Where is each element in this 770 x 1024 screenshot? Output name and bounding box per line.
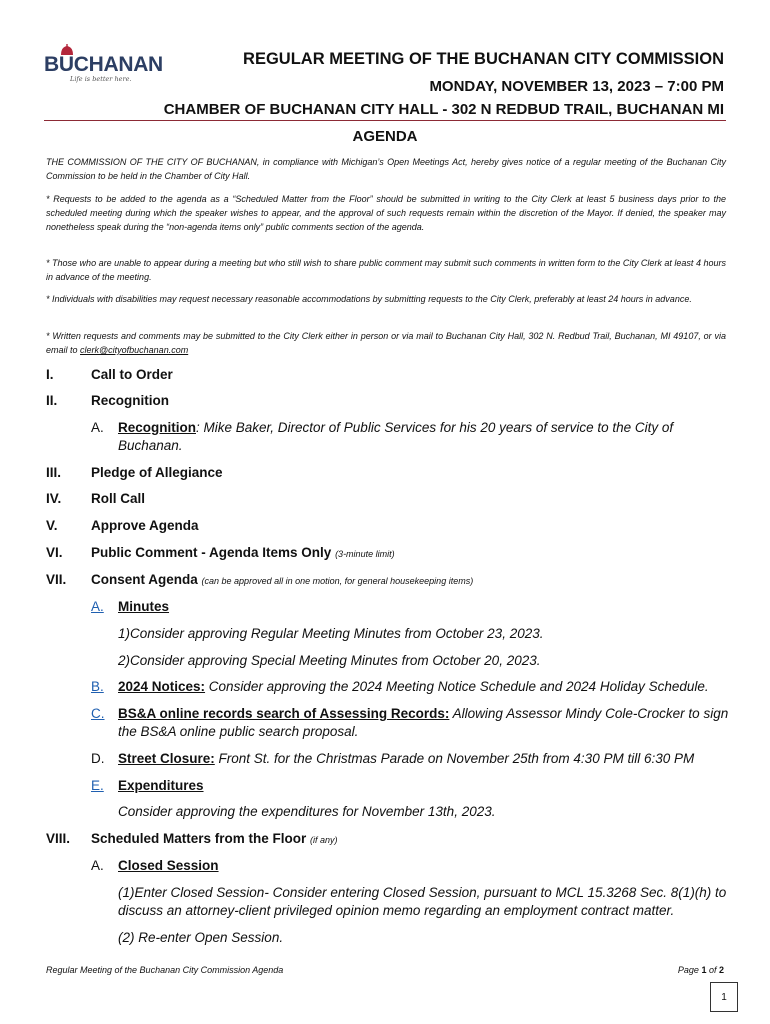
header-divider <box>44 120 726 121</box>
footer-page-num: 1 <box>701 965 707 975</box>
item-7d-text <box>118 751 694 766</box>
agenda-heading: AGENDA <box>352 128 418 145</box>
item-8a-label: Closed Session <box>118 858 219 873</box>
item-7c-text <box>118 706 728 721</box>
item-7c-desc: Allowing Assessor Mindy Cole-Crocker to sign <box>449 706 729 721</box>
city-logo <box>44 44 163 86</box>
item-8a-label-wrap <box>118 858 219 873</box>
item-8-title <box>91 831 338 846</box>
item-7c-letter-link[interactable]: C. <box>91 706 105 721</box>
item-6-note: (3-minute limit) <box>335 549 395 559</box>
item-1-title: Call to Order <box>91 367 173 382</box>
item-4-number: IV. <box>46 491 62 506</box>
logo-wordmark: BUCHANAN <box>44 53 163 76</box>
item-8a-line2: (2) Re-enter Open Session. <box>118 930 284 945</box>
footer-page-count <box>678 965 724 975</box>
item-7d-label: Street Closure: <box>118 751 215 766</box>
item-7a-line1: 1)Consider approving Regular Meeting Minutes from October 23, 2023. <box>118 626 544 641</box>
notice-scheduled-matters: * Requests to be added to the agenda as a “Scheduled Matter from the Floor” should be submitted in writing to the City Clerk at least 5 business days prior to the scheduled meeting during which the speaker wishes to appear, and the approval of such requests remain within the discretion of the Mayor. If denied, the speaker may nonetheless speak during the “non-agenda items only” public comments section of the agenda. <box>46 194 726 232</box>
item-8a-letter: A. <box>91 858 104 873</box>
meeting-location: CHAMBER OF BUCHANAN CITY HALL - 302 N REDBUD TRAIL, BUCHANAN MI <box>163 101 724 118</box>
item-2a-desc-cont: Buchanan. <box>118 438 183 453</box>
meeting-title: REGULAR MEETING OF THE BUCHANAN CITY COMMISSION <box>243 50 724 68</box>
item-8a-para: (1)Enter Closed Session- Consider entering Closed Session, pursuant to MCL 15.3268 Sec. 8(1)(h) to discuss an attorney-client privileged opinion memo regarding an employment contract matter. <box>118 885 727 918</box>
item-7a-label-wrap <box>118 599 169 614</box>
meeting-datetime: MONDAY, NOVEMBER 13, 2023 – 7:00 PM <box>429 78 724 95</box>
item-7c-label: BS&A online records search of Assessing Records: <box>118 706 450 721</box>
item-7e-label: Expenditures <box>118 778 204 793</box>
item-7a-letter-link[interactable]: A. <box>91 599 104 614</box>
item-7e-line1: Consider approving the expenditures for November 13th, 2023. <box>118 804 496 819</box>
item-7e-letter-link[interactable]: E. <box>91 778 104 793</box>
item-7a-line2: 2)Consider approving Special Meeting Minutes from October 20, 2023. <box>118 653 541 668</box>
page-number-box: 1 <box>710 982 738 1012</box>
item-7-title <box>91 572 473 587</box>
item-2a-letter: A. <box>91 420 104 435</box>
footer-document-title: Regular Meeting of the Buchanan City Commission Agenda <box>46 965 284 975</box>
notice-public-comment: * Those who are unable to appear during a meeting but who still wish to share public comment may submit such comments in written form to the City Clerk at least 4 hours in advance of the meeting. <box>46 258 726 282</box>
item-2a-label: Recognition <box>118 420 196 435</box>
item-7c-desc-cont: the BS&A online public search proposal. <box>118 724 359 739</box>
item-6-number: VI. <box>46 545 63 560</box>
item-8-title-text: Scheduled Matters from the Floor <box>91 831 307 846</box>
footer-page-word: Page <box>677 965 702 975</box>
item-7b-desc: Consider approving the 2024 Meeting Notice Schedule and 2024 Holiday Schedule. <box>205 679 709 694</box>
item-7b-text <box>118 679 709 694</box>
item-7d-desc: Front St. for the Christmas Parade on November 25th from 4:30 PM till 6:30 PM <box>214 751 695 766</box>
item-1-number: I. <box>46 367 54 382</box>
clerk-email-link[interactable]: clerk@cityofbuchanan.com <box>80 345 189 355</box>
item-7e-label-wrap <box>118 778 204 793</box>
item-5-number: V. <box>46 518 58 533</box>
item-6-title-text: Public Comment - Agenda Items Only <box>91 545 332 560</box>
item-2a-desc: : Mike Baker, Director of Public Services for his 20 years of service to the City of <box>196 420 674 435</box>
item-7b-label: 2024 Notices: <box>118 679 206 694</box>
item-6-title <box>91 545 395 560</box>
item-7-title-text: Consent Agenda <box>91 572 198 587</box>
notice-written-text: * Written requests and comments may be submitted to the City Clerk either in person or via mail to Buchanan City Hall, 302 N. Redbud Trail, Buchanan, MI 49107, or via email to <box>46 331 726 355</box>
footer-page-total: 2 <box>718 965 724 975</box>
logo-tagline: Life is better here. <box>70 75 132 83</box>
item-7a-label: Minutes <box>118 599 170 614</box>
notice-written-requests <box>46 329 726 357</box>
item-3-number: III. <box>46 465 62 480</box>
item-2-title: Recognition <box>91 393 169 408</box>
item-3-title: Pledge of Allegiance <box>91 465 223 480</box>
item-5-title: Approve Agenda <box>91 518 199 533</box>
item-7b-letter-link[interactable]: B. <box>91 679 104 694</box>
item-7-number: VII. <box>46 572 67 587</box>
notice-meeting: THE COMMISSION OF THE CITY OF BUCHANAN, in compliance with Michigan’s Open Meetings Act, hereby gives notice of a regular meeting of the Buchanan City Commission to be held in the Chamber of City Hall. <box>46 157 726 181</box>
item-7d-letter: D. <box>91 751 105 766</box>
item-7-note: (can be approved all in one motion, for general housekeeping items) <box>201 576 474 586</box>
item-2a-text <box>118 420 673 435</box>
item-8-note: (if any) <box>310 835 338 845</box>
item-2-number: II. <box>46 393 58 408</box>
item-4-title: Roll Call <box>91 491 146 506</box>
notice-accommodations: * Individuals with disabilities may request necessary reasonable accommodations by submitting requests to the City Clerk, preferably at least 24 hours in advance. <box>46 294 692 304</box>
footer-of-word: of <box>706 965 719 975</box>
item-8-number: VIII. <box>46 831 71 846</box>
